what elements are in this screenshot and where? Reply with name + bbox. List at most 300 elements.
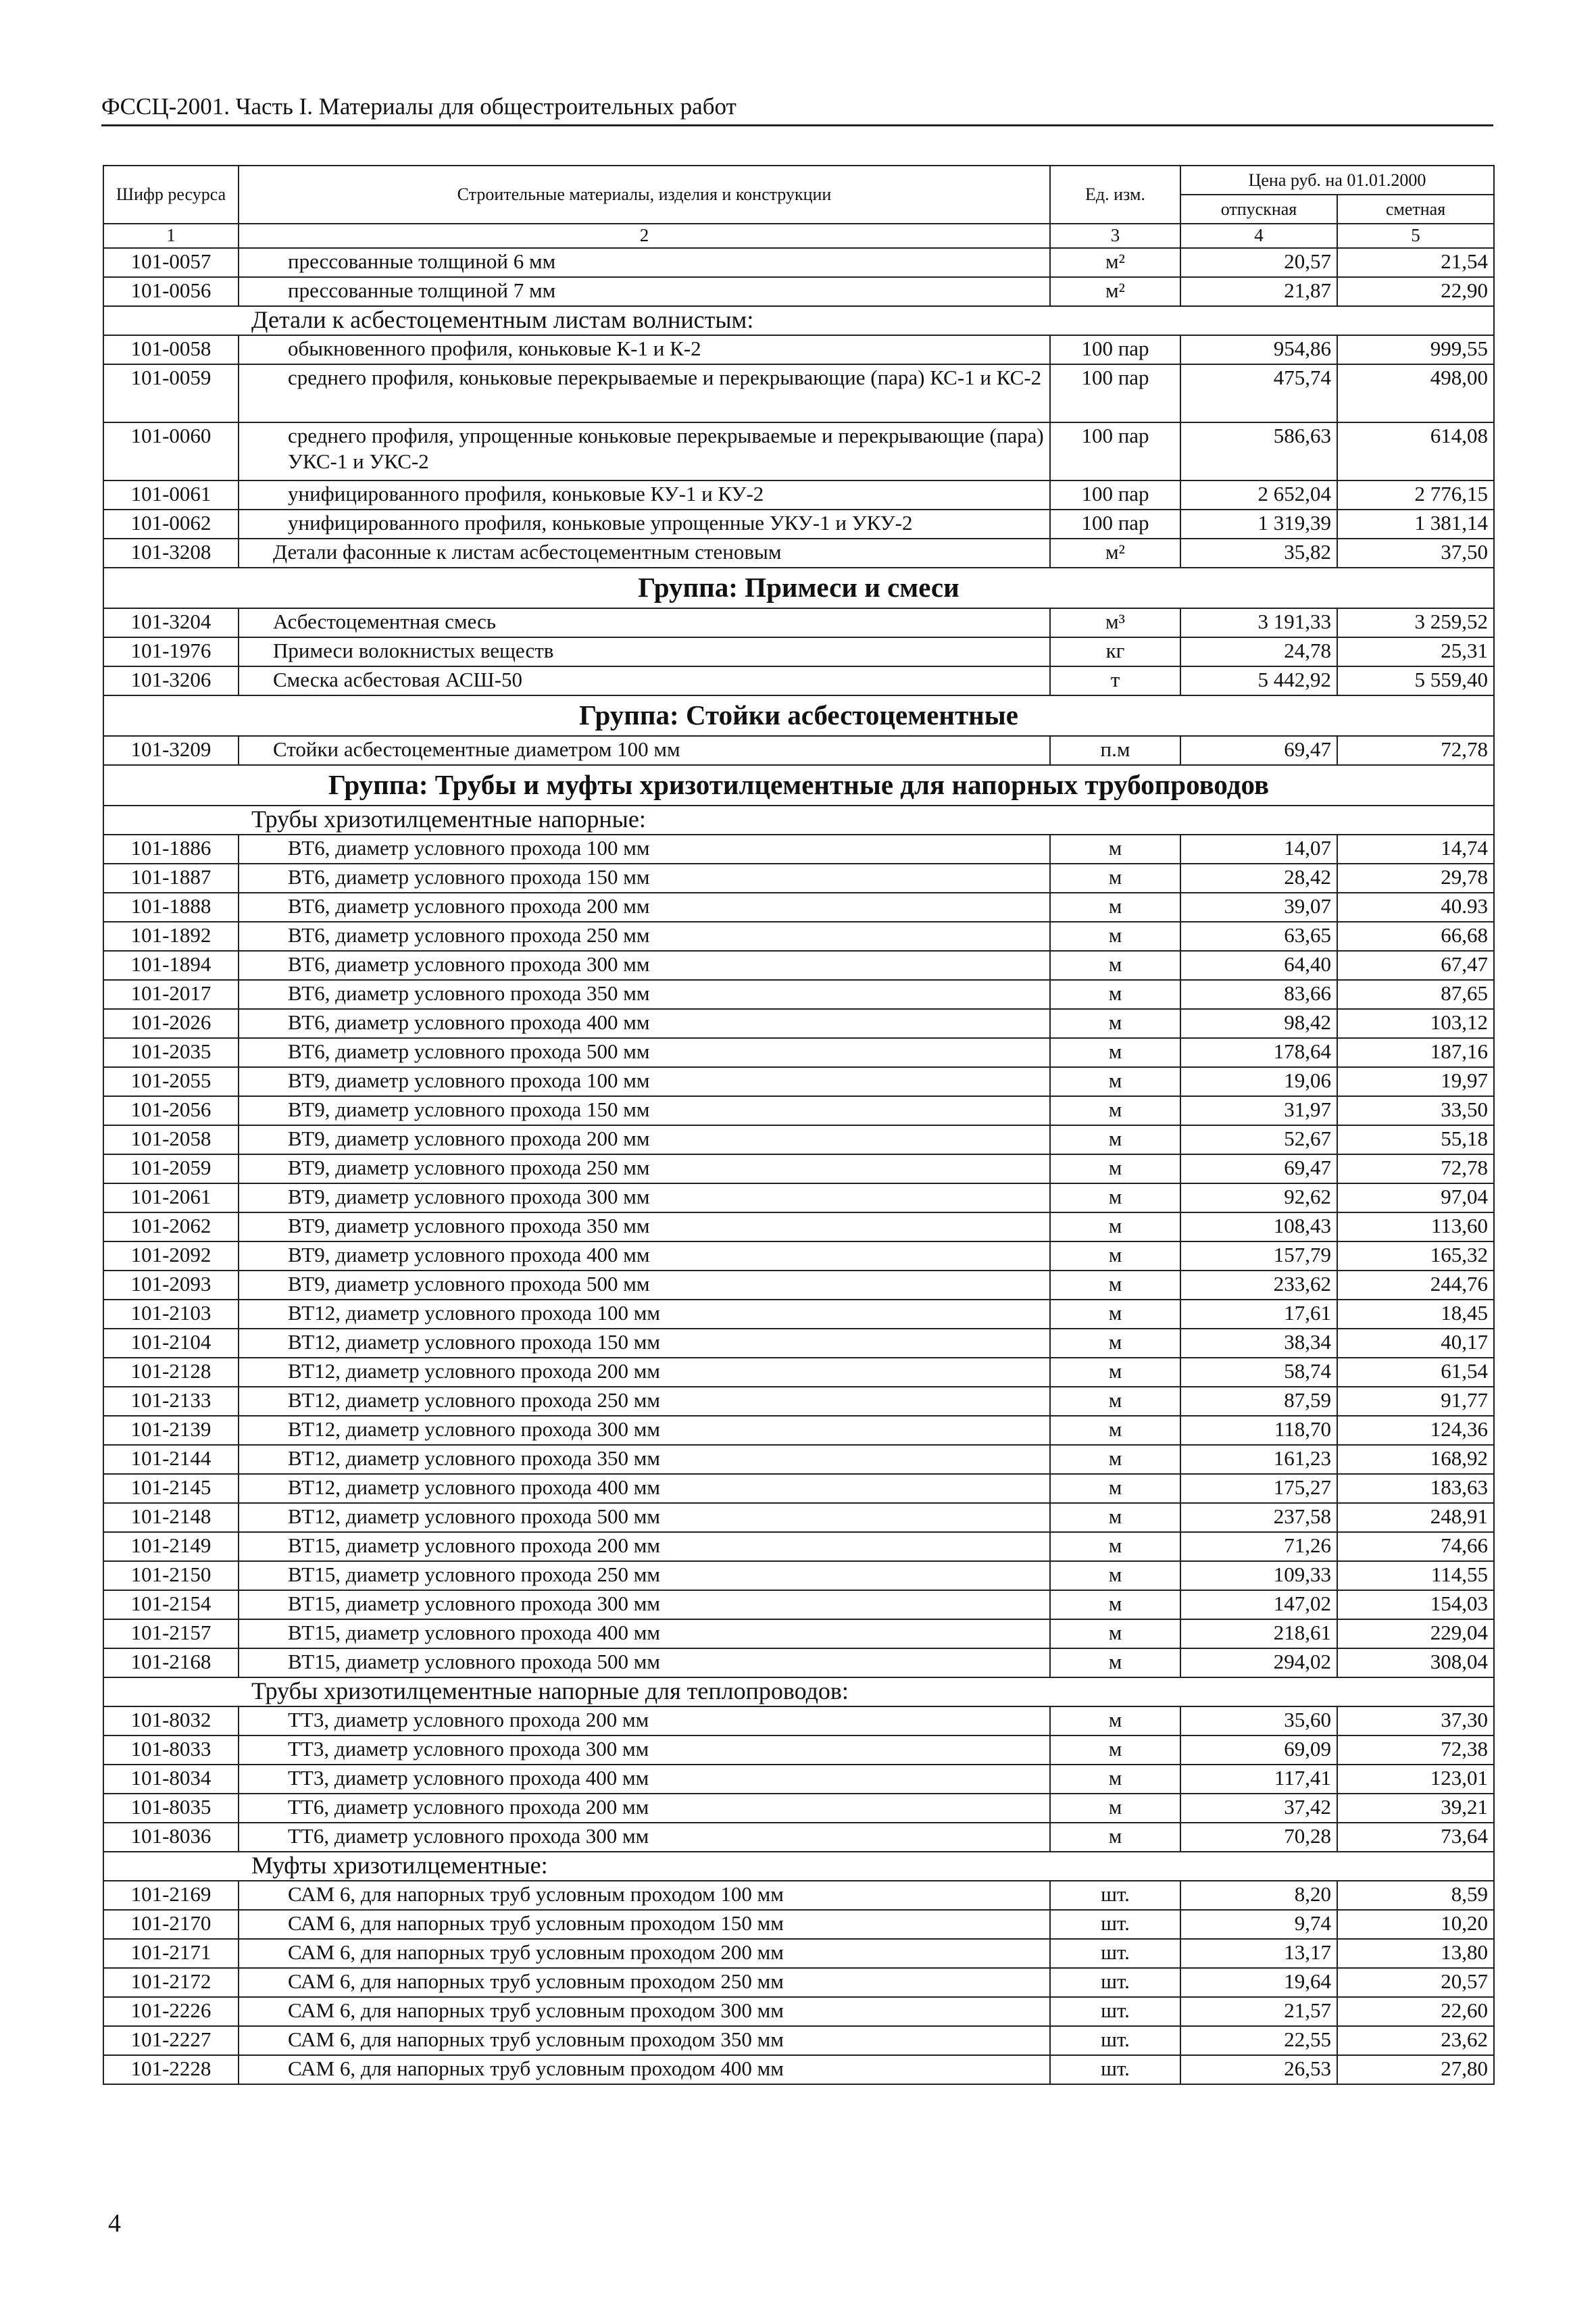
table-row	[103, 422, 1494, 481]
estimate-price-cell: 168,92	[1337, 1445, 1494, 1474]
unit-cell: м	[1050, 1532, 1180, 1561]
unit-cell: 100 пар	[1050, 364, 1180, 422]
estimate-price-cell: 244,76	[1337, 1271, 1494, 1300]
material-name-cell: прессованные толщиной 6 мм	[239, 248, 1050, 277]
resource-code-cell: 101-2103	[103, 1300, 239, 1329]
material-name-cell: ВТ6, диаметр условного прохода 300 мм	[239, 951, 1050, 980]
subsection-heading-row	[103, 306, 1494, 335]
table-row	[103, 1765, 1494, 1794]
resource-code-cell: 101-2228	[103, 2055, 239, 2084]
resource-code-cell: 101-0059	[103, 364, 239, 422]
unit-cell: м	[1050, 893, 1180, 922]
unit-cell: м	[1050, 1271, 1180, 1300]
material-name-cell: ВТ9, диаметр условного прохода 500 мм	[239, 1271, 1050, 1300]
material-name-cell: ВТ6, диаметр условного прохода 100 мм	[239, 835, 1050, 864]
release-price-cell: 63,65	[1180, 922, 1337, 951]
unit-cell: м	[1050, 1300, 1180, 1329]
unit-cell: м	[1050, 864, 1180, 893]
estimate-price-cell: 8,59	[1337, 1881, 1494, 1910]
resource-code-cell: 101-2157	[103, 1619, 239, 1648]
release-price-cell: 19,64	[1180, 1968, 1337, 1997]
estimate-price-cell: 18,45	[1337, 1300, 1494, 1329]
resource-code-cell: 101-0060	[103, 422, 239, 481]
material-name-cell: ВТ12, диаметр условного прохода 200 мм	[239, 1358, 1050, 1387]
table-row	[103, 1009, 1494, 1038]
release-price-cell: 954,86	[1180, 335, 1337, 364]
estimate-price-cell: 66,68	[1337, 922, 1494, 951]
material-name-cell: ВТ15, диаметр условного прохода 500 мм	[239, 1648, 1050, 1677]
unit-cell: м	[1050, 1765, 1180, 1794]
subsection-heading-row	[103, 1677, 1494, 1706]
table-row	[103, 1881, 1494, 1910]
material-name-cell: ВТ9, диаметр условного прохода 350 мм	[239, 1212, 1050, 1241]
resource-code-cell: 101-3204	[103, 608, 239, 637]
material-name-cell: ВТ12, диаметр условного прохода 500 мм	[239, 1503, 1050, 1532]
resource-code-cell: 101-2133	[103, 1387, 239, 1416]
resource-code-cell: 101-2168	[103, 1648, 239, 1677]
release-price-cell: 109,33	[1180, 1561, 1337, 1590]
unit-cell: м²	[1050, 248, 1180, 277]
resource-code-cell: 101-1976	[103, 637, 239, 666]
estimate-price-cell: 37,50	[1337, 539, 1494, 568]
estimate-price-cell: 73,64	[1337, 1823, 1494, 1852]
release-price-cell: 87,59	[1180, 1387, 1337, 1416]
resource-code-cell: 101-2139	[103, 1416, 239, 1445]
resource-code-cell: 101-2172	[103, 1968, 239, 1997]
estimate-price-cell: 183,63	[1337, 1474, 1494, 1503]
estimate-price-cell: 248,91	[1337, 1503, 1494, 1532]
release-price-cell: 31,97	[1180, 1096, 1337, 1125]
page-number: 4	[108, 2209, 121, 2238]
material-name-cell: ВТ6, диаметр условного прохода 400 мм	[239, 1009, 1050, 1038]
material-name-cell: ВТ9, диаметр условного прохода 300 мм	[239, 1183, 1050, 1212]
release-price-cell: 71,26	[1180, 1532, 1337, 1561]
resource-code-cell: 101-2226	[103, 1997, 239, 2026]
material-name-cell: унифицированного профиля, коньковые упрощенные УКУ-1 и УКУ-2	[239, 510, 1050, 539]
estimate-price-cell: 114,55	[1337, 1561, 1494, 1590]
resource-code-cell: 101-2093	[103, 1271, 239, 1300]
material-name-cell: Детали фасонные к листам асбестоцементным стеновым	[239, 539, 1050, 568]
release-price-cell: 475,74	[1180, 364, 1337, 422]
col-header-code: Шифр ресурса	[103, 166, 239, 224]
estimate-price-cell: 72,78	[1337, 1154, 1494, 1183]
estimate-price-cell: 13,80	[1337, 1939, 1494, 1968]
material-name-cell: САМ 6, для напорных труб условным проходом 300 мм	[239, 1997, 1050, 2026]
table-row	[103, 951, 1494, 980]
estimate-price-cell: 20,57	[1337, 1968, 1494, 1997]
group-title: Группа: Примеси и смеси	[103, 568, 1494, 608]
subsection-title: Трубы хризотилцементные напорные для теплопроводов:	[103, 1677, 1494, 1706]
release-price-cell: 233,62	[1180, 1271, 1337, 1300]
release-price-cell: 26,53	[1180, 2055, 1337, 2084]
release-price-cell: 1 319,39	[1180, 510, 1337, 539]
release-price-cell: 157,79	[1180, 1241, 1337, 1271]
unit-cell: м	[1050, 1474, 1180, 1503]
table-row	[103, 481, 1494, 510]
material-name-cell: САМ 6, для напорных труб условным проходом 250 мм	[239, 1968, 1050, 1997]
unit-cell: м	[1050, 1619, 1180, 1648]
resource-code-cell: 101-0062	[103, 510, 239, 539]
table-row	[103, 1212, 1494, 1241]
material-name-cell: среднего профиля, коньковые перекрываемые и перекрывающие (пара) КС-1 и КС-2	[239, 364, 1050, 422]
unit-cell: м	[1050, 922, 1180, 951]
subsection-heading-row	[103, 1852, 1494, 1881]
unit-cell: 100 пар	[1050, 510, 1180, 539]
release-price-cell: 98,42	[1180, 1009, 1337, 1038]
unit-cell: м	[1050, 1096, 1180, 1125]
estimate-price-cell: 33,50	[1337, 1096, 1494, 1125]
unit-cell: м	[1050, 1503, 1180, 1532]
material-name-cell: ВТ15, диаметр условного прохода 400 мм	[239, 1619, 1050, 1648]
unit-cell: 100 пар	[1050, 481, 1180, 510]
price-table	[103, 165, 1495, 2085]
release-price-cell: 92,62	[1180, 1183, 1337, 1212]
release-price-cell: 294,02	[1180, 1648, 1337, 1677]
release-price-cell: 8,20	[1180, 1881, 1337, 1910]
estimate-price-cell: 124,36	[1337, 1416, 1494, 1445]
table-row	[103, 1038, 1494, 1067]
resource-code-cell: 101-8033	[103, 1736, 239, 1765]
group-heading-row	[103, 695, 1494, 736]
estimate-price-cell: 103,12	[1337, 1009, 1494, 1038]
material-name-cell: САМ 6, для напорных труб условным проходом 150 мм	[239, 1910, 1050, 1939]
unit-cell: м	[1050, 1154, 1180, 1183]
estimate-price-cell: 498,00	[1337, 364, 1494, 422]
resource-code-cell: 101-2128	[103, 1358, 239, 1387]
estimate-price-cell: 27,80	[1337, 2055, 1494, 2084]
col-header-unit: Ед. изм.	[1050, 166, 1180, 224]
material-name-cell: ТТ3, диаметр условного прохода 400 мм	[239, 1765, 1050, 1794]
group-heading-row	[103, 765, 1494, 806]
col-number: 3	[1050, 224, 1180, 248]
material-name-cell: Примеси волокнистых веществ	[239, 637, 1050, 666]
col-header-name: Строительные материалы, изделия и конструкции	[239, 166, 1050, 224]
group-title: Группа: Трубы и муфты хризотилцементные для напорных трубопроводов	[103, 765, 1494, 806]
material-name-cell: Стойки асбестоцементные диаметром 100 мм	[239, 736, 1050, 765]
material-name-cell: ТТ6, диаметр условного прохода 300 мм	[239, 1823, 1050, 1852]
material-name-cell: ВТ15, диаметр условного прохода 250 мм	[239, 1561, 1050, 1590]
resource-code-cell: 101-3209	[103, 736, 239, 765]
estimate-price-cell: 21,54	[1337, 248, 1494, 277]
estimate-price-cell: 97,04	[1337, 1183, 1494, 1212]
estimate-price-cell: 165,32	[1337, 1241, 1494, 1271]
unit-cell: м	[1050, 1212, 1180, 1241]
resource-code-cell: 101-1892	[103, 922, 239, 951]
material-name-cell: ВТ12, диаметр условного прохода 250 мм	[239, 1387, 1050, 1416]
material-name-cell: прессованные толщиной 7 мм	[239, 277, 1050, 306]
resource-code-cell: 101-2170	[103, 1910, 239, 1939]
resource-code-cell: 101-2092	[103, 1241, 239, 1271]
table-row	[103, 1590, 1494, 1619]
unit-cell: м	[1050, 951, 1180, 980]
release-price-cell: 13,17	[1180, 1939, 1337, 1968]
table-row	[103, 1474, 1494, 1503]
resource-code-cell: 101-1886	[103, 835, 239, 864]
unit-cell: шт.	[1050, 2026, 1180, 2055]
resource-code-cell: 101-8035	[103, 1794, 239, 1823]
resource-code-cell: 101-2058	[103, 1125, 239, 1154]
release-price-cell: 17,61	[1180, 1300, 1337, 1329]
unit-cell: м	[1050, 1067, 1180, 1096]
estimate-price-cell: 72,78	[1337, 736, 1494, 765]
release-price-cell: 28,42	[1180, 864, 1337, 893]
estimate-price-cell: 22,90	[1337, 277, 1494, 306]
unit-cell: м	[1050, 1823, 1180, 1852]
material-name-cell: обыкновенного профиля, коньковые К-1 и К-2	[239, 335, 1050, 364]
table-row	[103, 1300, 1494, 1329]
table-row	[103, 1997, 1494, 2026]
group-heading-row	[103, 568, 1494, 608]
estimate-price-cell: 37,30	[1337, 1706, 1494, 1736]
release-price-cell: 22,55	[1180, 2026, 1337, 2055]
unit-cell: м	[1050, 1416, 1180, 1445]
table-row	[103, 1939, 1494, 1968]
material-name-cell: САМ 6, для напорных труб условным проходом 100 мм	[239, 1881, 1050, 1910]
material-name-cell: Асбестоцементная смесь	[239, 608, 1050, 637]
unit-cell: шт.	[1050, 1997, 1180, 2026]
release-price-cell: 35,60	[1180, 1706, 1337, 1736]
estimate-price-cell: 229,04	[1337, 1619, 1494, 1648]
material-name-cell: ВТ9, диаметр условного прохода 400 мм	[239, 1241, 1050, 1271]
estimate-price-cell: 55,18	[1337, 1125, 1494, 1154]
unit-cell: м	[1050, 1561, 1180, 1590]
material-name-cell: ВТ15, диаметр условного прохода 200 мм	[239, 1532, 1050, 1561]
unit-cell: м	[1050, 1706, 1180, 1736]
table-row	[103, 864, 1494, 893]
resource-code-cell: 101-2017	[103, 980, 239, 1009]
table-row	[103, 1794, 1494, 1823]
release-price-cell: 35,82	[1180, 539, 1337, 568]
estimate-price-cell: 39,21	[1337, 1794, 1494, 1823]
resource-code-cell: 101-2059	[103, 1154, 239, 1183]
release-price-cell: 24,78	[1180, 637, 1337, 666]
material-name-cell: ВТ6, диаметр условного прохода 500 мм	[239, 1038, 1050, 1067]
table-row	[103, 1503, 1494, 1532]
estimate-price-cell: 1 381,14	[1337, 510, 1494, 539]
unit-cell: м	[1050, 1329, 1180, 1358]
unit-cell: 100 пар	[1050, 422, 1180, 481]
material-name-cell: ВТ12, диаметр условного прохода 400 мм	[239, 1474, 1050, 1503]
release-price-cell: 117,41	[1180, 1765, 1337, 1794]
resource-code-cell: 101-2169	[103, 1881, 239, 1910]
estimate-price-cell: 5 559,40	[1337, 666, 1494, 695]
release-price-cell: 161,23	[1180, 1445, 1337, 1474]
table-row	[103, 1125, 1494, 1154]
material-name-cell: ТТ3, диаметр условного прохода 200 мм	[239, 1706, 1050, 1736]
table-row	[103, 1387, 1494, 1416]
table-row	[103, 1736, 1494, 1765]
release-price-cell: 14,07	[1180, 835, 1337, 864]
table-row	[103, 1271, 1494, 1300]
material-name-cell: ТТ6, диаметр условного прохода 200 мм	[239, 1794, 1050, 1823]
subsection-heading-row	[103, 806, 1494, 835]
estimate-price-cell: 19,97	[1337, 1067, 1494, 1096]
resource-code-cell: 101-3206	[103, 666, 239, 695]
resource-code-cell: 101-2104	[103, 1329, 239, 1358]
unit-cell: м	[1050, 1445, 1180, 1474]
table-row	[103, 335, 1494, 364]
unit-cell: шт.	[1050, 1939, 1180, 1968]
table-row	[103, 1648, 1494, 1677]
unit-cell: м	[1050, 1183, 1180, 1212]
estimate-price-cell: 614,08	[1337, 422, 1494, 481]
resource-code-cell: 101-2026	[103, 1009, 239, 1038]
release-price-cell: 64,40	[1180, 951, 1337, 980]
table-row	[103, 1561, 1494, 1590]
resource-code-cell: 101-2145	[103, 1474, 239, 1503]
table-row	[103, 1183, 1494, 1212]
resource-code-cell: 101-3208	[103, 539, 239, 568]
release-price-cell: 39,07	[1180, 893, 1337, 922]
unit-cell: т	[1050, 666, 1180, 695]
col-number: 1	[103, 224, 239, 248]
material-name-cell: унифицированного профиля, коньковые КУ-1 и КУ-2	[239, 481, 1050, 510]
material-name-cell: ВТ6, диаметр условного прохода 150 мм	[239, 864, 1050, 893]
table-row	[103, 893, 1494, 922]
material-name-cell: САМ 6, для напорных труб условным проходом 200 мм	[239, 1939, 1050, 1968]
unit-cell: м	[1050, 1038, 1180, 1067]
material-name-cell: ВТ12, диаметр условного прохода 100 мм	[239, 1300, 1050, 1329]
unit-cell: м	[1050, 1648, 1180, 1677]
resource-code-cell: 101-2061	[103, 1183, 239, 1212]
estimate-price-cell: 14,74	[1337, 835, 1494, 864]
release-price-cell: 69,47	[1180, 736, 1337, 765]
unit-cell: м	[1050, 980, 1180, 1009]
estimate-price-cell: 123,01	[1337, 1765, 1494, 1794]
resource-code-cell: 101-2035	[103, 1038, 239, 1067]
release-price-cell: 83,66	[1180, 980, 1337, 1009]
unit-cell: м³	[1050, 608, 1180, 637]
table-row	[103, 2055, 1494, 2084]
resource-code-cell: 101-2150	[103, 1561, 239, 1590]
estimate-price-cell: 187,16	[1337, 1038, 1494, 1067]
unit-cell: м	[1050, 835, 1180, 864]
release-price-cell: 70,28	[1180, 1823, 1337, 1852]
table-row	[103, 2026, 1494, 2055]
estimate-price-cell: 22,60	[1337, 1997, 1494, 2026]
col-header-release: отпускная	[1180, 195, 1337, 224]
resource-code-cell: 101-8032	[103, 1706, 239, 1736]
estimate-price-cell: 67,47	[1337, 951, 1494, 980]
material-name-cell: САМ 6, для напорных труб условным проходом 350 мм	[239, 2026, 1050, 2055]
resource-code-cell: 101-2056	[103, 1096, 239, 1125]
resource-code-cell: 101-0057	[103, 248, 239, 277]
release-price-cell: 178,64	[1180, 1038, 1337, 1067]
estimate-price-cell: 23,62	[1337, 2026, 1494, 2055]
table-row	[103, 666, 1494, 695]
release-price-cell: 3 191,33	[1180, 608, 1337, 637]
release-price-cell: 69,47	[1180, 1154, 1337, 1183]
resource-code-cell: 101-2148	[103, 1503, 239, 1532]
material-name-cell: ВТ15, диаметр условного прохода 300 мм	[239, 1590, 1050, 1619]
release-price-cell: 9,74	[1180, 1910, 1337, 1939]
estimate-price-cell: 999,55	[1337, 335, 1494, 364]
table-row	[103, 736, 1494, 765]
material-name-cell: САМ 6, для напорных труб условным проходом 400 мм	[239, 2055, 1050, 2084]
table-row	[103, 1445, 1494, 1474]
release-price-cell: 5 442,92	[1180, 666, 1337, 695]
release-price-cell: 21,57	[1180, 1997, 1337, 2026]
estimate-price-cell: 61,54	[1337, 1358, 1494, 1387]
release-price-cell: 21,87	[1180, 277, 1337, 306]
table-row	[103, 637, 1494, 666]
column-number-row	[103, 224, 1494, 248]
unit-cell: 100 пар	[1050, 335, 1180, 364]
release-price-cell: 19,06	[1180, 1067, 1337, 1096]
unit-cell: м	[1050, 1009, 1180, 1038]
release-price-cell: 2 652,04	[1180, 481, 1337, 510]
estimate-price-cell: 29,78	[1337, 864, 1494, 893]
table-row	[103, 1619, 1494, 1648]
estimate-price-cell: 2 776,15	[1337, 481, 1494, 510]
subsection-title: Трубы хризотилцементные напорные:	[103, 806, 1494, 835]
material-name-cell: ТТ3, диаметр условного прохода 300 мм	[239, 1736, 1050, 1765]
table-header-row	[103, 166, 1494, 195]
resource-code-cell: 101-2055	[103, 1067, 239, 1096]
estimate-price-cell: 25,31	[1337, 637, 1494, 666]
release-price-cell: 38,34	[1180, 1329, 1337, 1358]
resource-code-cell: 101-0061	[103, 481, 239, 510]
unit-cell: м	[1050, 1387, 1180, 1416]
col-number: 2	[239, 224, 1050, 248]
unit-cell: м	[1050, 1736, 1180, 1765]
release-price-cell: 218,61	[1180, 1619, 1337, 1648]
resource-code-cell: 101-2227	[103, 2026, 239, 2055]
unit-cell: шт.	[1050, 1881, 1180, 1910]
material-name-cell: ВТ9, диаметр условного прохода 150 мм	[239, 1096, 1050, 1125]
release-price-cell: 58,74	[1180, 1358, 1337, 1387]
unit-cell: п.м	[1050, 736, 1180, 765]
col-header-estimate: сметная	[1337, 195, 1494, 224]
unit-cell: м²	[1050, 539, 1180, 568]
page-header-title: ФССЦ-2001. Часть I. Материалы для общестроительных работ	[101, 93, 1493, 126]
resource-code-cell: 101-2171	[103, 1939, 239, 1968]
release-price-cell: 108,43	[1180, 1212, 1337, 1241]
unit-cell: шт.	[1050, 1910, 1180, 1939]
estimate-price-cell: 91,77	[1337, 1387, 1494, 1416]
material-name-cell: ВТ6, диаметр условного прохода 250 мм	[239, 922, 1050, 951]
resource-code-cell: 101-2154	[103, 1590, 239, 1619]
table-row	[103, 277, 1494, 306]
unit-cell: м	[1050, 1125, 1180, 1154]
table-row	[103, 1532, 1494, 1561]
material-name-cell: ВТ6, диаметр условного прохода 350 мм	[239, 980, 1050, 1009]
col-header-price: Цена руб. на 01.01.2000	[1180, 166, 1494, 195]
table-row	[103, 1067, 1494, 1096]
estimate-price-cell: 308,04	[1337, 1648, 1494, 1677]
table-row	[103, 1241, 1494, 1271]
material-name-cell: ВТ12, диаметр условного прохода 150 мм	[239, 1329, 1050, 1358]
material-name-cell: ВТ9, диаметр условного прохода 250 мм	[239, 1154, 1050, 1183]
table-row	[103, 1910, 1494, 1939]
table-row	[103, 510, 1494, 539]
estimate-price-cell: 113,60	[1337, 1212, 1494, 1241]
unit-cell: м²	[1050, 277, 1180, 306]
group-title: Группа: Стойки асбестоцементные	[103, 695, 1494, 736]
table-row	[103, 248, 1494, 277]
unit-cell: м	[1050, 1241, 1180, 1271]
material-name-cell: ВТ6, диаметр условного прохода 200 мм	[239, 893, 1050, 922]
material-name-cell: ВТ12, диаметр условного прохода 300 мм	[239, 1416, 1050, 1445]
table-row	[103, 835, 1494, 864]
release-price-cell: 52,67	[1180, 1125, 1337, 1154]
release-price-cell: 175,27	[1180, 1474, 1337, 1503]
release-price-cell: 237,58	[1180, 1503, 1337, 1532]
col-number: 5	[1337, 224, 1494, 248]
table-row	[103, 1416, 1494, 1445]
estimate-price-cell: 3 259,52	[1337, 608, 1494, 637]
unit-cell: кг	[1050, 637, 1180, 666]
